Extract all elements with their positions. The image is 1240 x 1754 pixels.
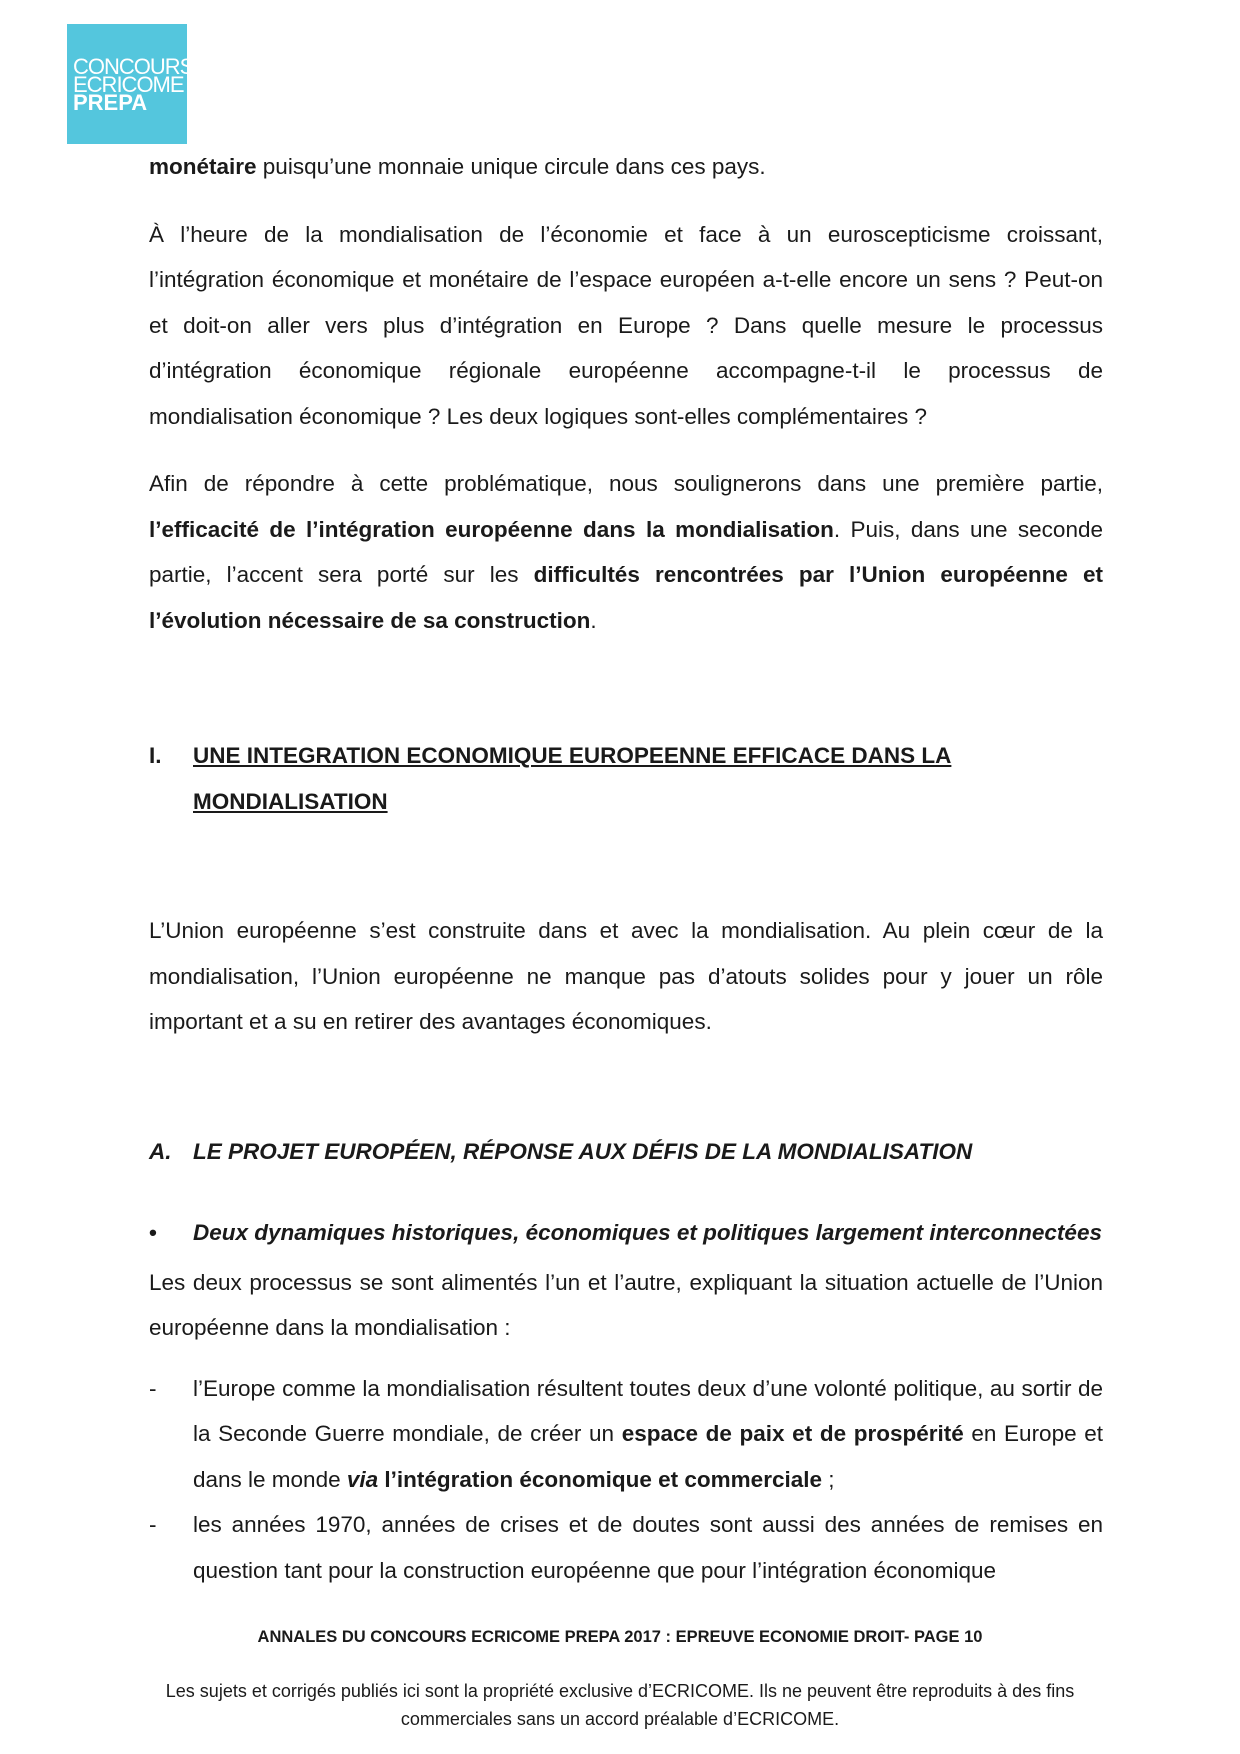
p3-e: . [590,607,597,633]
logo-line-concours: CONCOURS [73,54,194,79]
paragraph-1-text: puisqu’une monnaie unique circule dans ces pays. [256,154,766,179]
dash-marker: - [149,1375,157,1401]
dash1-a: l’Europe comme la mondialisation résultent toutes deux d’une volonté politique, au sortir de la Seconde Guerre mondiale, de créer un [193,1375,1103,1446]
logo-line-ecricome: ECRICOME [73,72,184,97]
section-number: I. [149,743,162,768]
footer-title: ANNALES DU CONCOURS ECRICOME PREPA 2017 : EPREUVE ECONOMIE DROIT- PAGE 10 [257,1628,983,1646]
p3-b: l’efficacité de l’intégration européenne dans la mondialisation [149,516,834,542]
bold-term: monétaire [149,154,257,179]
paragraph-5: Les deux processus se sont alimentés l’un et l’autre, expliquant la situation actuelle de l’Union européenne dans la mondialisation : [149,1269,1103,1340]
dash1-d: via [346,1466,379,1492]
section-heading-1 [149,733,1103,824]
dash2-text: les années 1970, années de crises et de doutes sont aussi des années de remises en question tant pour la construction européenne que pour l’intégration économique [193,1512,1103,1583]
bullet-icon: • [149,1220,157,1245]
p3-d: difficultés rencontrées par l’Union européenne et l’évolution nécessaire de sa construction [149,562,1103,633]
dash-marker: - [149,1512,157,1537]
list-item [149,1502,1103,1593]
dash1-f: ; [822,1466,835,1492]
ecricome-logo [67,24,194,144]
bullet-heading [149,1210,1103,1256]
paragraph-2: À l’heure de la mondialisation de l’économie et face à un euroscepticisme croissant, l’intégration économique et monétaire de l’espace européen a-t-elle encore un sens ? Peut-on et doit-on aller vers plus d’intégration en Europe ? Dans quelle mesure le processus d’intégration économique régionale européenne accompagne-t-il le processus de mondialisation économique ? Les deux logiques sont-elles complémentaires ? [149,221,1103,429]
paragraph-1 [149,144,1103,190]
p3-a: Afin de répondre à cette problématique, nous soulignerons dans une première partie, [149,471,1103,496]
footer-note: Les sujets et corrigés publiés ici sont la propriété exclusive d’ECRICOME. Ils ne peuvent être reproduits à des fins commerciales sans un accord préalable d’ECRICOME. [165,1681,1075,1729]
logo-line-prepa: PREPA [73,90,148,115]
dash1-c: en Europe et dans le monde [193,1421,1103,1492]
dash1-e: l’intégration économique et commerciale [378,1466,822,1492]
paragraph-3 [149,461,1103,643]
bullet-text: Deux dynamiques historiques, économiques et politiques largement interconnectées [193,1220,1102,1245]
subsection-heading-a [149,1129,1103,1175]
section-title: UNE INTEGRATION ECONOMIQUE EUROPEENNE EFFICACE DANS LA MONDIALISATION [193,743,952,814]
subsection-number: A. [149,1138,172,1164]
dash1-b: espace de paix et de prospérité [621,1421,964,1446]
list-item [149,1366,1103,1503]
page-body [149,144,1103,1593]
paragraph-4: L’Union européenne s’est construite dans et avec la mondialisation. Au plein cœur de la mondialisation, l’Union européenne ne manque pas d’atouts solides pour y jouer un rôle important et a su en retirer des avantages économiques. [149,918,1103,1034]
subsection-title: LE PROJET EUROPÉEN, RÉPONSE AUX DÉFIS DE LA MONDIALISATION [193,1138,973,1164]
p3-c: . Puis, dans une seconde partie, l’accent sera porté sur les [149,516,1103,587]
